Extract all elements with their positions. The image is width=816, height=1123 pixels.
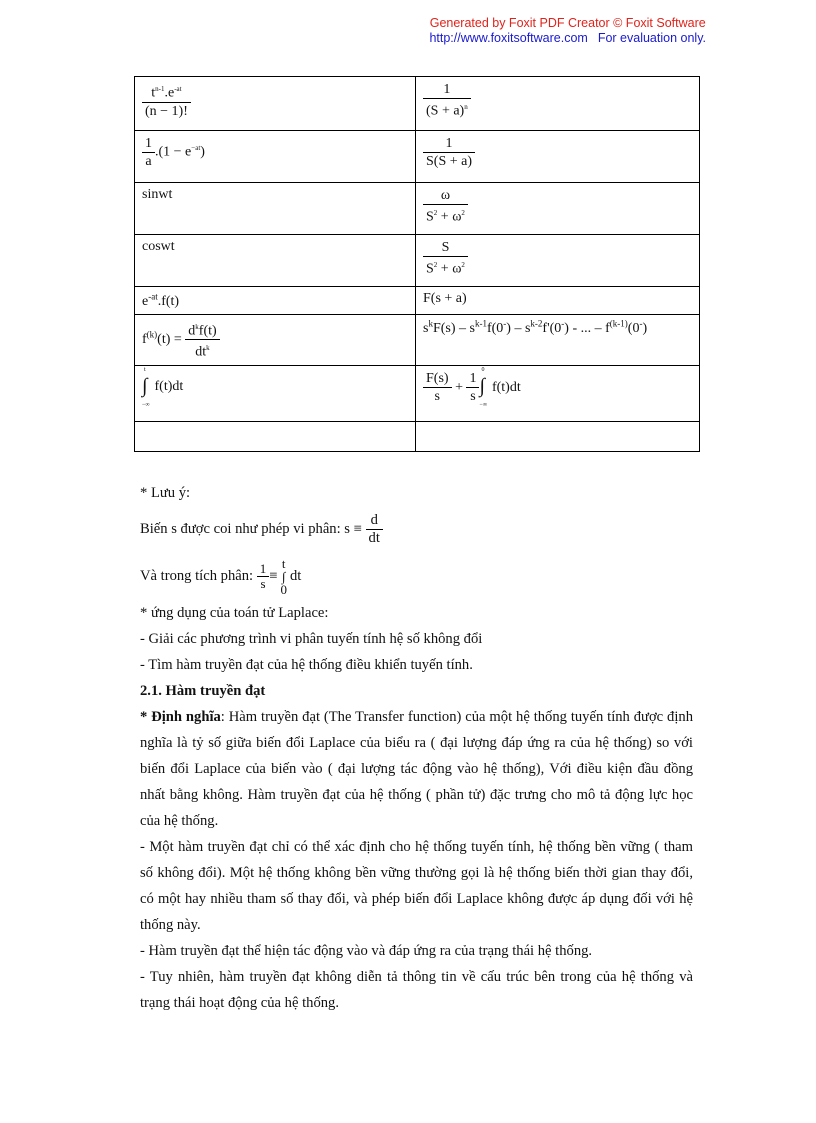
formula: $\frac{1}{a}$	[142, 135, 155, 170]
formula: $\frac{S}{S^2 + \omega^2}$	[423, 239, 468, 278]
formula: $\frac{1}{(S + a)^n}$	[423, 81, 471, 120]
table-cell	[416, 77, 700, 131]
formula: $f^{(k)}(t)$ = $\frac{d^kf(t)}{dt^k}$	[142, 332, 220, 347]
watermark-line2	[429, 31, 706, 46]
note-integral: Và trong tích phân: $\frac{1}{s}$ ≡ t ∫ 0 dt	[140, 556, 302, 597]
table-cell	[416, 183, 700, 235]
watermark-url[interactable]: http://www.foxitsoftware.com	[429, 31, 588, 45]
table-cell: F(s + a)	[416, 287, 700, 315]
section-heading: 2.1. Hàm truyền đạt	[140, 683, 266, 699]
formula: t ∫ −∞ f(t)dt	[142, 366, 184, 408]
foxit-watermark	[429, 16, 706, 46]
table-row	[135, 421, 700, 451]
formula: $e^{-at}.f(t)$	[142, 291, 180, 309]
table-cell	[416, 314, 700, 365]
paragraph: - Hàm truyền đạt thể hiện tác động vào và đáp ứng ra của trạng thái hệ thống.	[140, 943, 593, 959]
table-cell	[416, 421, 700, 451]
table-row	[135, 235, 700, 287]
table-cell	[135, 77, 416, 131]
integral-limits: t ∫ 0	[280, 556, 287, 597]
table-cell	[135, 287, 416, 315]
definition-paragraph	[140, 704, 693, 834]
formula: $\frac{1}{S(S + a)}$	[423, 135, 475, 170]
table-cell	[135, 365, 416, 421]
application-item: - Giải các phương trình vi phân tuyến tính hệ số không đổi	[140, 631, 483, 647]
laplace-table	[134, 76, 700, 452]
formula: $\frac{\omega}{S^2 + \omega^2}$	[423, 187, 468, 226]
table-cell	[416, 235, 700, 287]
formula: $\frac{t^{n-1}.e^{-at}}{(n - 1)!}$	[142, 81, 191, 120]
watermark-line1: Generated by Foxit PDF Creator © Foxit Software	[429, 16, 706, 30]
note-derivative: Biến s được coi như phép vi phân: s ≡ $\frac{d}{dt}$	[140, 512, 693, 547]
table-cell	[416, 365, 700, 421]
paragraph: - Tuy nhiên, hàm truyền đạt không diễn tả thông tin về cấu trúc bên trong của hệ thống và trạng thái hoạt động của hệ thống.	[140, 969, 693, 1011]
table-row	[135, 287, 700, 315]
application-heading: * ứng dụng của toán tử Laplace:	[140, 605, 329, 621]
paragraph: - Một hàm truyền đạt chỉ có thể xác định cho hệ thống tuyến tính, hệ thống bền vững ( tham số không đổi). Một hệ thống không bền vững thường gọi là hệ thống biến thời gian thay đổi, có một hay nhiều tham số thay đổi, và phép biến đổi Laplace không được áp dụng đối với hệ thống này.	[140, 839, 693, 933]
integral-fraction: $\frac{1}{s}$	[257, 562, 270, 591]
table-cell: $\frac{1}{a}$ $.(1 - e^{-at})$	[135, 131, 416, 183]
table-row	[135, 77, 700, 131]
formula: $s^kF(s) - s^{k-1}f(0^-) - s^{k-2}f'(0^-)$ - ... – $f^{(k-1)}(0^-)$	[423, 318, 648, 337]
table-cell: coswt	[135, 235, 416, 287]
table-cell	[135, 421, 416, 451]
table-row	[135, 365, 700, 421]
table-row	[135, 314, 700, 365]
derivative-fraction: $\frac{d}{dt}$	[366, 512, 383, 547]
table-row	[135, 131, 700, 183]
definition-text: : Hàm truyền đạt (The Transfer function) của một hệ thống tuyến tính được định nghĩa là tỷ số giữa biến đổi Laplace của biểu ra ( đại lượng đáp ứng ra của hệ thống) so với biến đổi Laplace của biến vào ( đại lượng tác động vào hệ thống), Với điều kiện đầu đồng nhất bằng không. Hàm truyền đạt của hệ thống ( phần tử) đặc trưng cho mô tả động lực học của hệ thống.	[140, 709, 693, 829]
page-content	[140, 480, 693, 1016]
definition-label: * Định nghĩa	[140, 709, 221, 725]
table-cell: sinwt	[135, 183, 416, 235]
watermark-note: For evaluation only.	[597, 31, 706, 45]
table-row	[135, 183, 700, 235]
table-cell	[416, 131, 700, 183]
table-cell	[135, 314, 416, 365]
note-heading: * Lưu ý:	[140, 485, 191, 501]
application-item: - Tìm hàm truyền đạt của hệ thống điều khiển tuyến tính.	[140, 657, 473, 673]
formula: $\frac{F(s)}{s}$ + $\frac{1}{s}$ 0 ∫ −∞ f(t)dt	[423, 380, 521, 395]
